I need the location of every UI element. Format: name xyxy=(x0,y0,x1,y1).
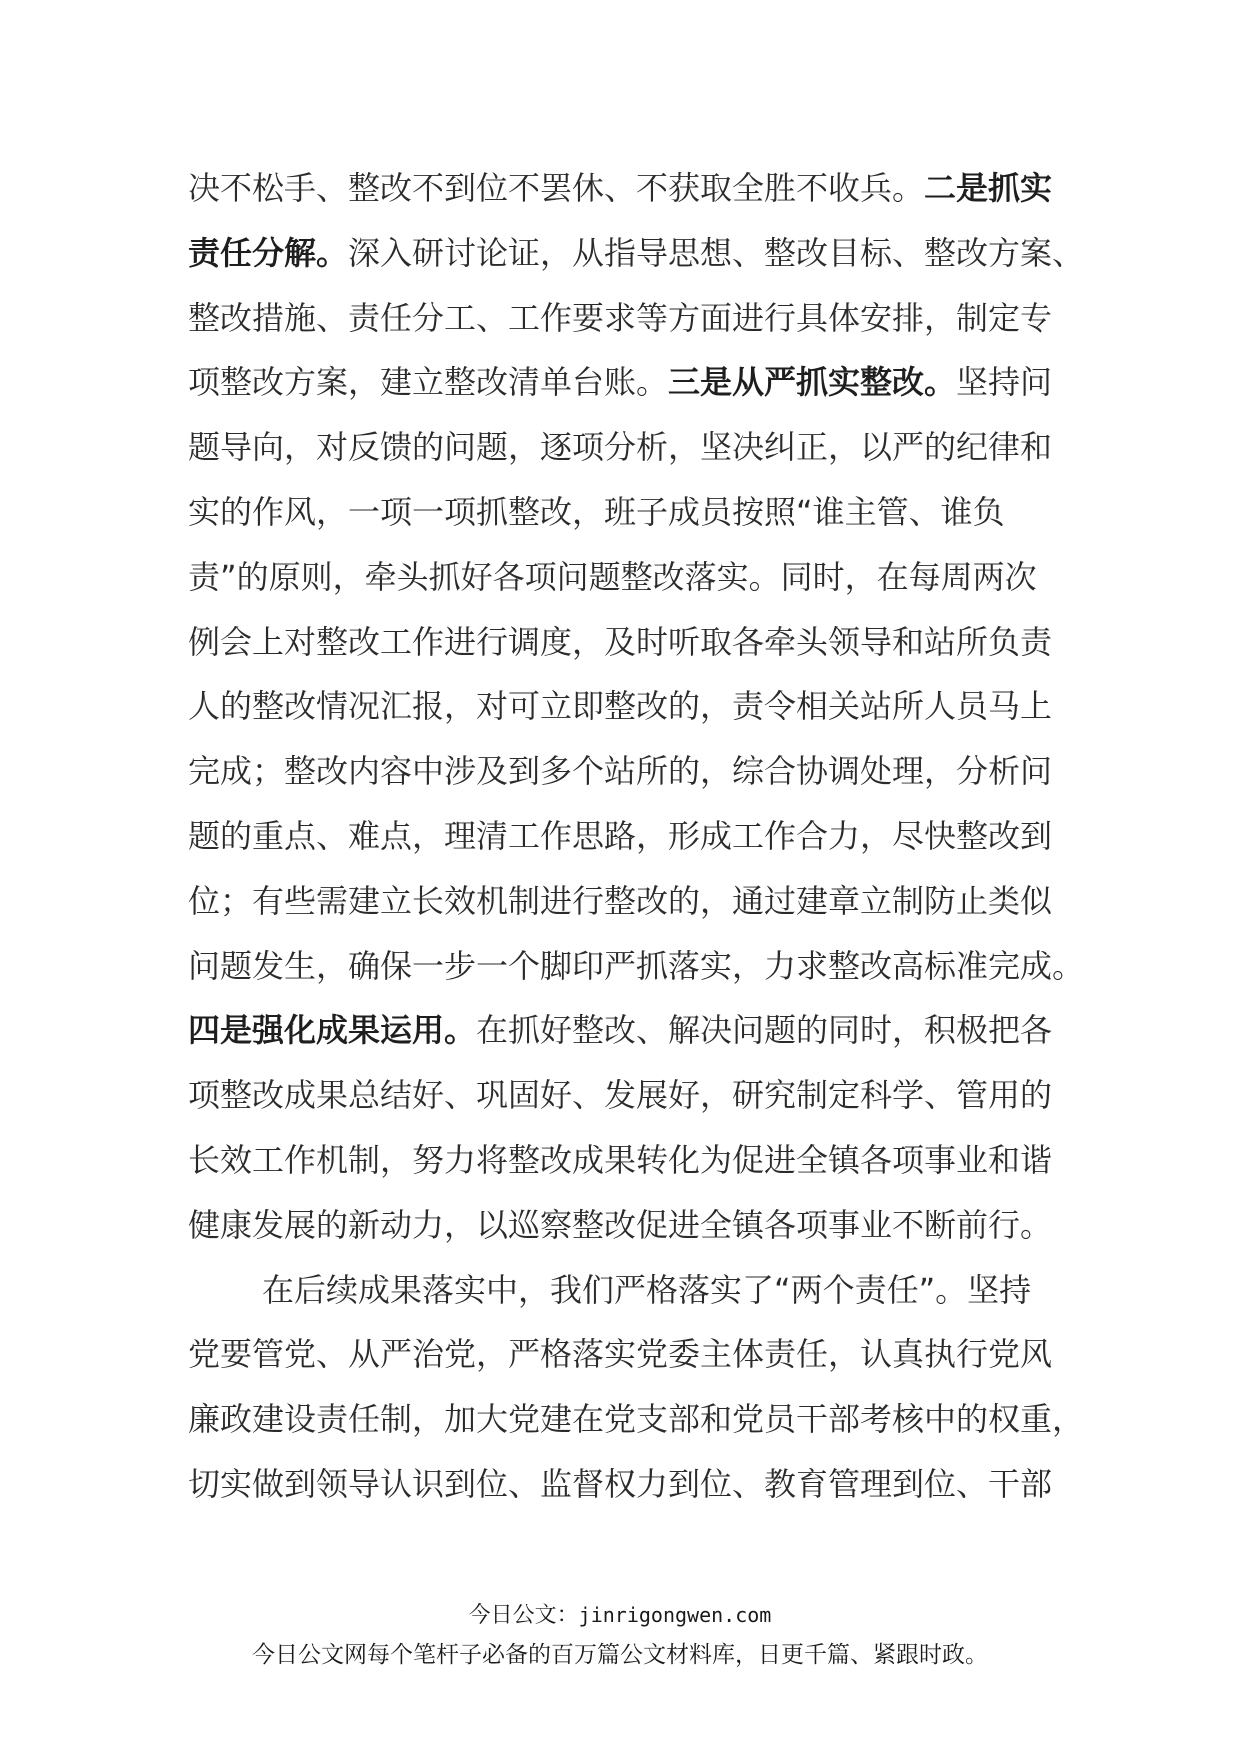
footer-site-label: 今日公文： xyxy=(468,1603,579,1628)
body-text: 廉政建设责任制，加大党建在党支部和党员干部考核中的权重， xyxy=(188,1400,1085,1439)
body-text: 责”的原则，牵头抓好各项问题整改落实。同时，在每周两次 xyxy=(188,557,1037,596)
body-text: 题的重点、难点，理清工作思路，形成工作合力，尽快整改到 xyxy=(188,816,1053,855)
body-text: 整改措施、责任分工、工作要求等方面进行具体安排，制定专 xyxy=(188,298,1053,337)
text-line xyxy=(188,1193,1068,1258)
body-text: 问题发生，确保一步一个脚印严抓落实，力求整改高标准完成。 xyxy=(188,946,1085,985)
text-line xyxy=(188,1128,1068,1193)
text-line xyxy=(188,221,1085,286)
text-line xyxy=(188,869,1068,934)
text-line xyxy=(188,286,1068,351)
text-line xyxy=(188,1322,1068,1387)
body-text: 在后续成果落实中，我们严格落实了“两个责任”。坚持 xyxy=(262,1270,1032,1309)
body-text: 健康发展的新动力，以巡察整改促进全镇各项事业不断前行。 xyxy=(188,1205,1053,1244)
footer-site-line xyxy=(0,1598,1240,1629)
footer-site-url[interactable]: jinrigongwen.com xyxy=(578,1603,772,1627)
body-text: 深入研讨论证，从指导思想、整改目标、整改方案、 xyxy=(348,233,1085,272)
body-text: 实的作风，一项一项抓整改，班子成员按照“谁主管、谁负 xyxy=(188,492,1005,531)
document-body xyxy=(188,156,1085,1517)
body-text: 位；有些需建立长效机制进行整改的，通过建章立制防止类似 xyxy=(188,881,1053,920)
text-line xyxy=(188,674,1068,739)
text-line xyxy=(188,545,1068,610)
bold-heading-text: 三是从严抓实整改。 xyxy=(668,363,957,402)
text-line xyxy=(188,998,1068,1063)
text-line xyxy=(188,415,1068,480)
text-line xyxy=(188,610,1068,675)
text-line xyxy=(188,156,1068,221)
body-text: 党要管党、从严治党，严格落实党委主体责任，认真执行党风 xyxy=(188,1335,1053,1374)
body-text: 项整改方案，建立整改清单台账。 xyxy=(188,363,669,402)
bold-heading-text: 四是强化成果运用。 xyxy=(188,1011,477,1050)
text-line xyxy=(188,1258,1068,1323)
body-text: 题导向，对反馈的问题，逐项分析，坚决纠正，以严的纪律和 xyxy=(188,428,1053,467)
bold-heading-text: 责任分解。 xyxy=(188,233,349,272)
text-line xyxy=(188,1387,1085,1452)
body-text: 例会上对整改工作进行调度，及时听取各牵头领导和站所负责 xyxy=(188,622,1053,661)
text-line xyxy=(188,739,1068,804)
text-line xyxy=(188,804,1068,869)
bold-heading-text: 二是抓实 xyxy=(924,169,1053,207)
text-line xyxy=(188,480,1068,545)
body-text: 坚持问 xyxy=(956,363,1053,402)
body-text: 切实做到领导认识到位、监督权力到位、教育管理到位、干部 xyxy=(188,1464,1053,1503)
body-text: 项整改成果总结好、巩固好、发展好，研究制定科学、管用的 xyxy=(188,1076,1053,1115)
footer-tagline: 今日公文网每个笔杆子必备的百万篇公文材料库，日更千篇、紧跟时政。 xyxy=(252,1642,988,1668)
text-line xyxy=(188,350,1068,415)
text-line xyxy=(188,934,1085,999)
text-line xyxy=(188,1452,1068,1517)
body-text: 决不松手、整改不到位不罢休、不获取全胜不收兵。 xyxy=(188,169,925,207)
text-line xyxy=(188,1063,1068,1128)
body-text: 在抓好整改、解决问题的同时，积极把各 xyxy=(476,1011,1053,1050)
body-text: 完成；整改内容中涉及到多个站所的，综合协调处理，分析问 xyxy=(188,752,1053,791)
body-text: 人的整改情况汇报，对可立即整改的，责令相关站所人员马上 xyxy=(188,687,1053,726)
body-text: 长效工作机制，努力将整改成果转化为促进全镇各项事业和谐 xyxy=(188,1140,1053,1179)
